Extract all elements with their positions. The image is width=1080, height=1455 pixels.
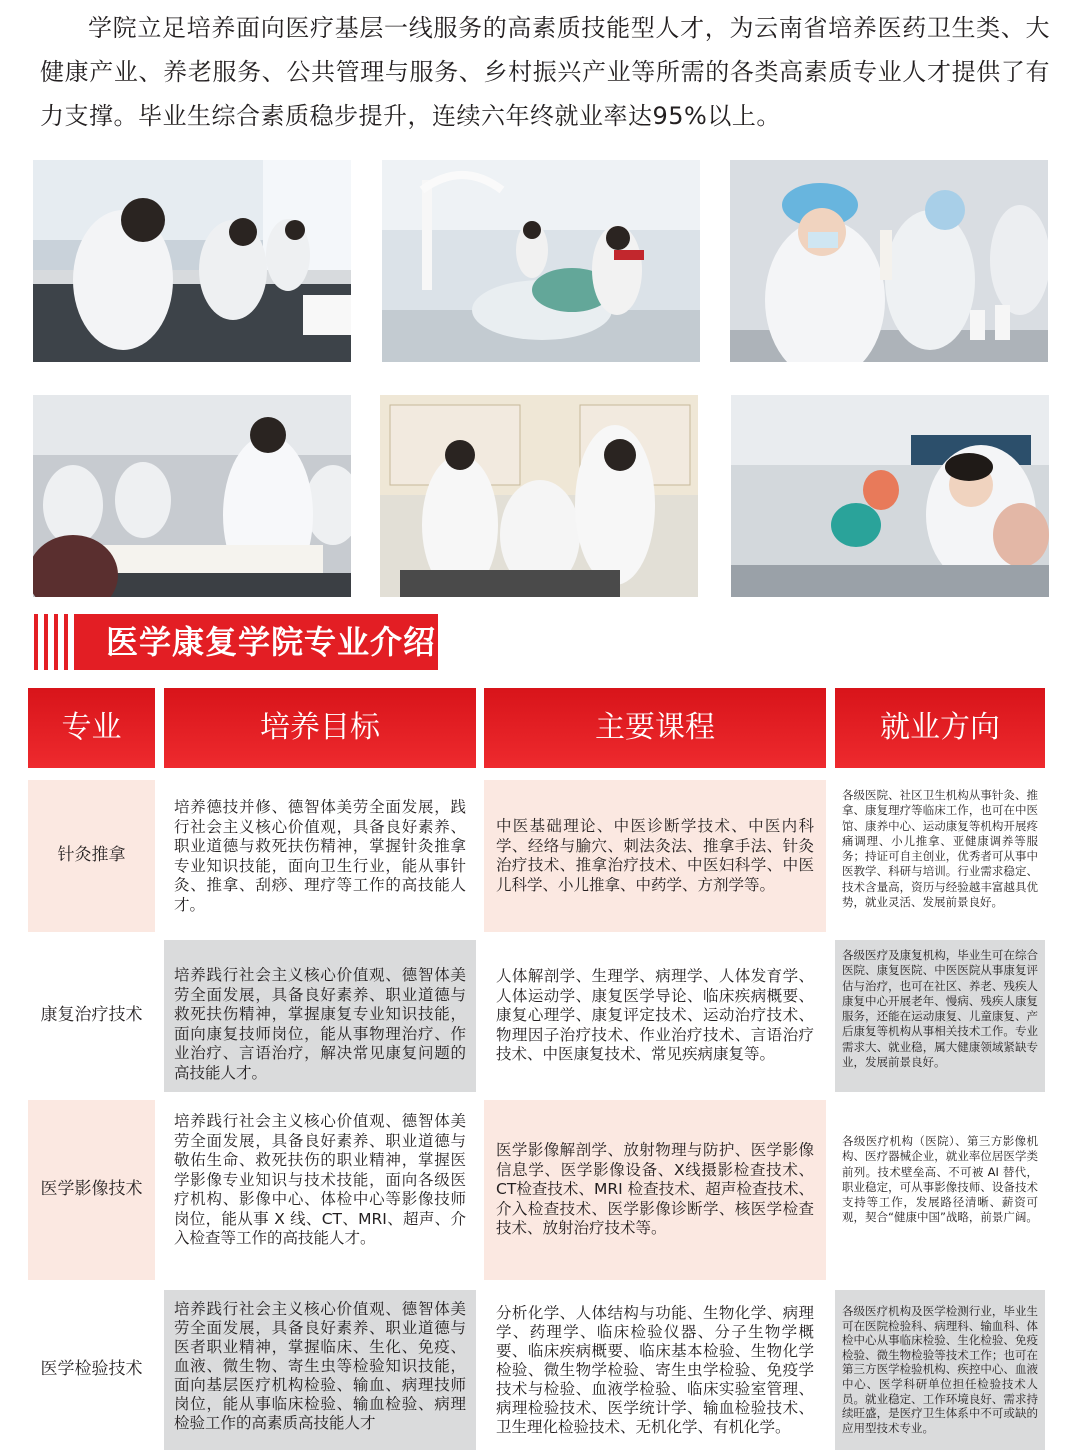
goal-text: 培养践行社会主义核心价值观、德智体美劳全面发展，具备良好素养、职业道德与救死扶伤精神，掌握康复专业知识技能，面向康复技师岗位，能从事物理治疗、作业治疗、言语治疗，解决常见康复问题的高技能人才。 (174, 966, 466, 1082)
row-goal (164, 940, 476, 1092)
major-name: 医学影像技术 (40, 1179, 143, 1200)
photo-lab-students (730, 160, 1048, 362)
header-major: 专业 (28, 688, 155, 768)
courses-text: 分析化学、人体结构与功能、生物化学、病理学、药理学、临床检验仪器、分子生物学概要、临床疾病概要、临床基本检验、生物化学检验、微生物学检验、寄生虫学检验、免疫学技术与检验、血液学检验、临床实验室管理、病理检验技术、医学统计学、输血检验技术、卫生理化检验技术、无机化学、有机化学。 (496, 1303, 814, 1436)
row-goal (164, 1100, 476, 1280)
courses-text: 人体解剖学、生理学、病理学、人体发育学、人体运动学、康复医学导论、临床疾病概要、康复心理学、康复评定技术、运动治疗技术、物理因子治疗技术、作业治疗技术、言语治疗技术、中医康复技术、常见疾病康复等。 (496, 967, 814, 1064)
photo-physio-demo (33, 395, 351, 597)
section-title-banner (30, 614, 438, 670)
header-goal: 培养目标 (164, 688, 476, 768)
major-name: 康复治疗技术 (40, 1005, 143, 1026)
photo-tcm-demo (380, 395, 698, 597)
photo-dental-lab (382, 160, 700, 362)
courses-text: 医学影像解剖学、放射物理与防护、医学影像信息学、医学影像设备、X线摄影检查技术、CT检查技术、MRI 检查技术、超声检查技术、介入检查技术、医学影像诊断学、核医学检查技术、放射治疗技术等。 (496, 1141, 814, 1238)
header-courses: 主要课程 (484, 688, 826, 768)
goal-text: 培养德技并修、德智体美劳全面发展，践行社会主义核心价值观，具备良好素养、职业道德与救死扶伤精神，掌握针灸推拿专业知识技能，面向卫生行业，能从事针灸、推拿、刮痧、理疗等工作的高技能人才。 (174, 798, 466, 914)
row-jobs (835, 940, 1045, 1092)
photo-simulation-lab (731, 395, 1049, 597)
title-stripes (30, 614, 70, 670)
goal-text: 培养践行社会主义核心价值观、德智体美劳全面发展，具备良好素养、职业道德与敬佑生命、救死扶伤的职业精神，掌握医学影像专业知识与技术技能，面向各级医疗机构、影像中心、体检中心等影像技师岗位，能从事 X 线、CT、MRI、超声、介入检查等工作的高技能人才。 (174, 1112, 466, 1247)
jobs-text: 各级医疗机构（医院）、第三方影像机构、医疗器械企业，就业率位居医学类前列。技术壁垒高、不可被 AI 替代，职业稳定，可从事影像技师、设备技术支持等工作，发展路径清晰、薪资可观，契合“健康中国”战略，前景广阔。 (842, 1134, 1038, 1225)
jobs-text: 各级医疗及康复机构，毕业生可在综合医院、康复医院、中医医院从事康复评估与治疗，也可在社区、养老、残疾人康复中心开展老年、慢病、残疾人康复服务，还能在运动康复、儿童康复、产后康复等机构从事相关技术工作。专业需求大、就业稳，属大健康领域紧缺专业，发展前景良好。 (842, 948, 1038, 1070)
header-jobs: 就业方向 (835, 688, 1045, 768)
section-title: 医学康复学院专业介绍 (74, 614, 438, 670)
row-courses (484, 1100, 826, 1280)
row-courses (484, 940, 826, 1092)
row-courses (484, 1290, 826, 1450)
row-courses (484, 780, 826, 932)
courses-text: 中医基础理论、中医诊断学技术、中医内科学、经络与腧穴、刺法灸法、推拿手法、针灸治疗技术、推拿治疗技术、中医妇科学、中医儿科学、小儿推拿、中药学、方剂学等。 (496, 817, 814, 894)
row-major (28, 940, 155, 1092)
row-major (28, 780, 155, 932)
row-goal (164, 780, 476, 932)
jobs-text: 各级医疗机构及医学检测行业，毕业生可在医院检验科、病理科、输血科、体检中心从事临床检验、生化检验、免疫检验、微生物检验等技术工作；也可在第三方医学检验机构、疾控中心、血液中心、医学科研单位担任检验技术人员。就业稳定、工作环境良好、需求持续旺盛，是医疗卫生体系中不可或缺的应用型技术专业。 (842, 1304, 1038, 1435)
intro-text: 学院立足培养面向医疗基层一线服务的高素质技能型人才，为云南省培养医药卫生类、大健康产业、养老服务、公共管理与服务、乡村振兴产业等所需的各类高素质专业人才提供了有力支撑。毕业生综合素质稳步提升，连续六年终就业率达95%以上。 (40, 14, 1050, 130)
intro-paragraph (40, 6, 1050, 138)
row-goal (164, 1290, 476, 1450)
goal-text: 培养践行社会主义核心价值观、德智体美劳全面发展，具备良好素养、职业道德与医者职业精神，掌握临床、生化、免疫、血液、微生物、寄生虫等检验知识技能，面向基层医疗机构检验、输血、病理技师岗位，能从事临床检验、输血检验、病理检验工作的高素质高技能人才 (174, 1300, 466, 1432)
row-major (28, 1100, 155, 1280)
row-jobs (835, 1100, 1045, 1280)
photo-massage-practice (33, 160, 351, 362)
row-major (28, 1290, 155, 1450)
jobs-text: 各级医院、社区卫生机构从事针灸、推拿、康复理疗等临床工作，也可在中医馆、康养中心、运动康复等机构开展疼痛调理、小儿推拿、亚健康调养等服务；持证可自主创业，优秀者可从事中医教学、科研与培训。行业需求稳定、技术含量高，资历与经验越丰富越具优势，就业灵活、发展前景良好。 (842, 788, 1038, 910)
row-jobs (835, 1290, 1045, 1450)
major-name: 针灸推拿 (57, 845, 126, 866)
row-jobs (835, 780, 1045, 932)
major-name: 医学检验技术 (40, 1359, 143, 1380)
